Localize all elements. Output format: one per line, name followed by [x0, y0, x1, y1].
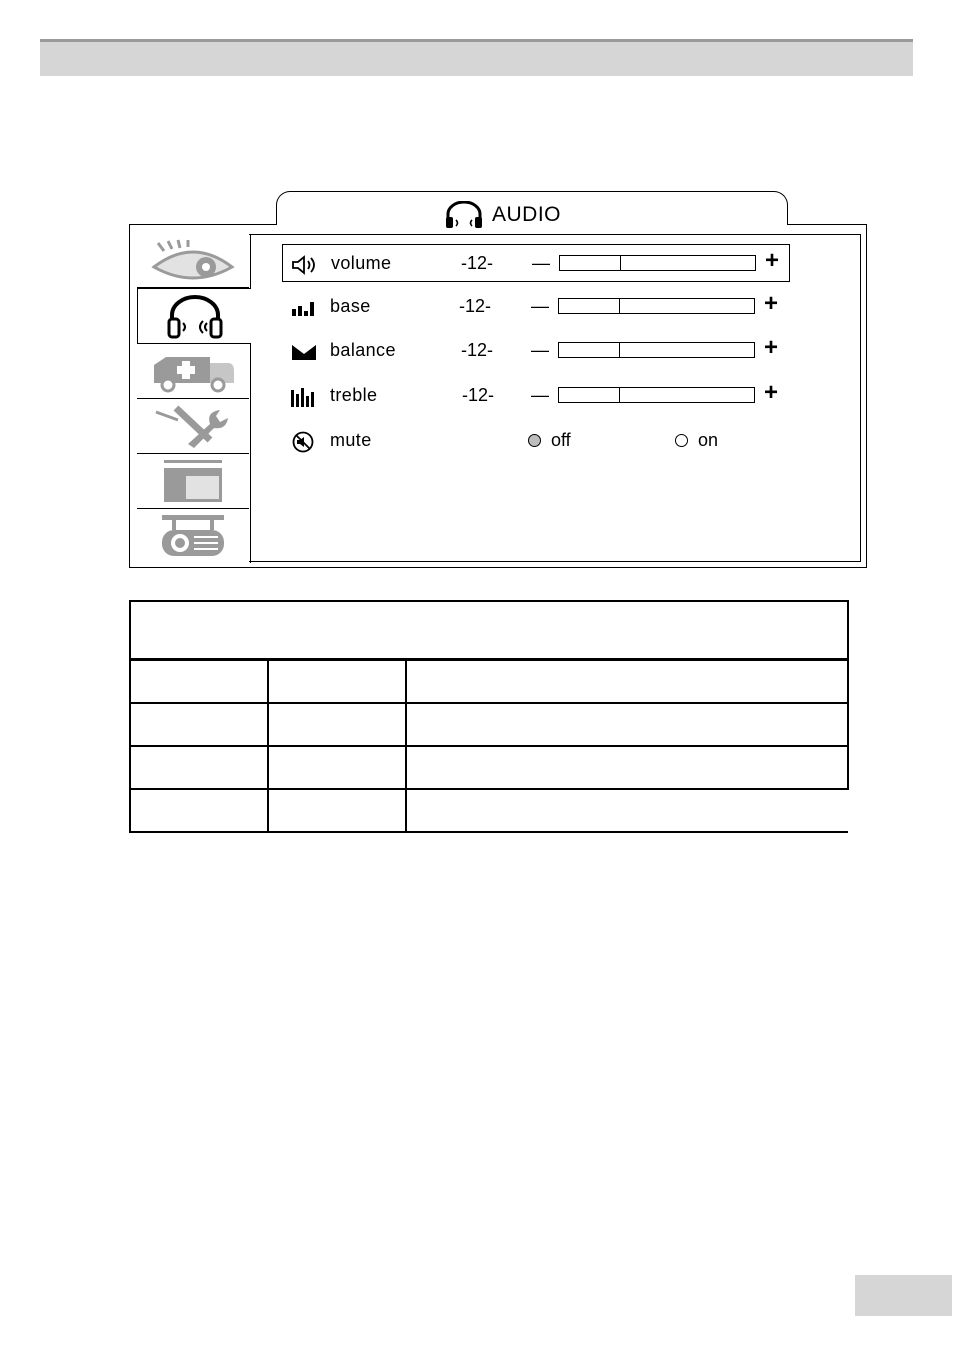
osd-title: [444, 200, 561, 230]
speaker-icon: [291, 254, 319, 276]
table-row: [130, 789, 848, 832]
base-decrease-button[interactable]: —: [531, 296, 549, 316]
balance-slider-fill: [559, 343, 620, 357]
base-label: base: [330, 296, 371, 316]
base-value: -12-: [459, 296, 492, 316]
eye-icon: [148, 237, 238, 285]
volume-decrease-button[interactable]: —: [532, 253, 550, 273]
page-number-tab: [855, 1275, 952, 1316]
header-bar: [40, 39, 913, 76]
radio-unselected-icon: [675, 434, 688, 447]
mute-off-label: off: [551, 430, 571, 450]
volume-value: -12-: [461, 253, 494, 273]
treble-decrease-button[interactable]: —: [531, 385, 549, 405]
sidebar-item-picture[interactable]: [137, 234, 249, 288]
sidebar-item-projector[interactable]: [137, 509, 249, 563]
sidebar-item-setup[interactable]: [137, 399, 249, 454]
tools-icon: [148, 402, 238, 450]
headphones-icon: [444, 201, 484, 229]
projector-icon: [148, 513, 238, 559]
audio-row-mute[interactable]: [282, 422, 790, 460]
balance-label: balance: [330, 340, 396, 360]
audio-row-balance[interactable]: [282, 332, 790, 370]
mute-label: mute: [330, 430, 372, 450]
headphones-icon: [165, 293, 225, 339]
volume-increase-button[interactable]: +: [765, 247, 780, 274]
ambulance-icon: [148, 349, 238, 393]
bar-levels-icon: [290, 297, 318, 319]
sidebar-item-function[interactable]: [137, 344, 249, 399]
base-slider[interactable]: [558, 298, 755, 314]
audio-row-volume[interactable]: [282, 244, 790, 282]
volume-label: volume: [331, 253, 392, 273]
window-icon: [148, 458, 238, 504]
table-row: [130, 660, 848, 704]
sidebar-item-display[interactable]: [137, 454, 249, 509]
treble-label: treble: [330, 385, 378, 405]
base-increase-button[interactable]: +: [764, 290, 779, 317]
table-header-cell: [130, 601, 848, 660]
mute-on-label: on: [698, 430, 719, 450]
mute-icon: [290, 431, 318, 453]
settings-table: [129, 600, 849, 833]
volume-slider-fill: [560, 256, 621, 270]
treble-slider-fill: [559, 388, 620, 402]
table-row: [130, 746, 848, 789]
equalizer-icon: [290, 386, 318, 408]
table-row: [130, 703, 848, 746]
volume-slider[interactable]: [559, 255, 756, 271]
mute-off-radio[interactable]: [528, 430, 571, 451]
treble-value: -12-: [462, 385, 495, 405]
osd-sidebar: [137, 234, 251, 563]
treble-increase-button[interactable]: +: [764, 379, 779, 406]
balance-decrease-button[interactable]: —: [531, 340, 549, 360]
balance-increase-button[interactable]: +: [764, 334, 779, 361]
treble-slider[interactable]: [558, 387, 755, 403]
mute-on-radio[interactable]: [675, 430, 718, 451]
balance-slider[interactable]: [558, 342, 755, 358]
balance-icon: [290, 341, 318, 363]
balance-value: -12-: [461, 340, 494, 360]
osd-title-text: AUDIO: [492, 203, 562, 226]
sidebar-item-audio[interactable]: [137, 288, 251, 344]
radio-selected-icon: [528, 434, 541, 447]
audio-row-treble[interactable]: [282, 377, 790, 415]
base-slider-fill: [559, 299, 620, 313]
audio-row-base[interactable]: [282, 288, 790, 326]
